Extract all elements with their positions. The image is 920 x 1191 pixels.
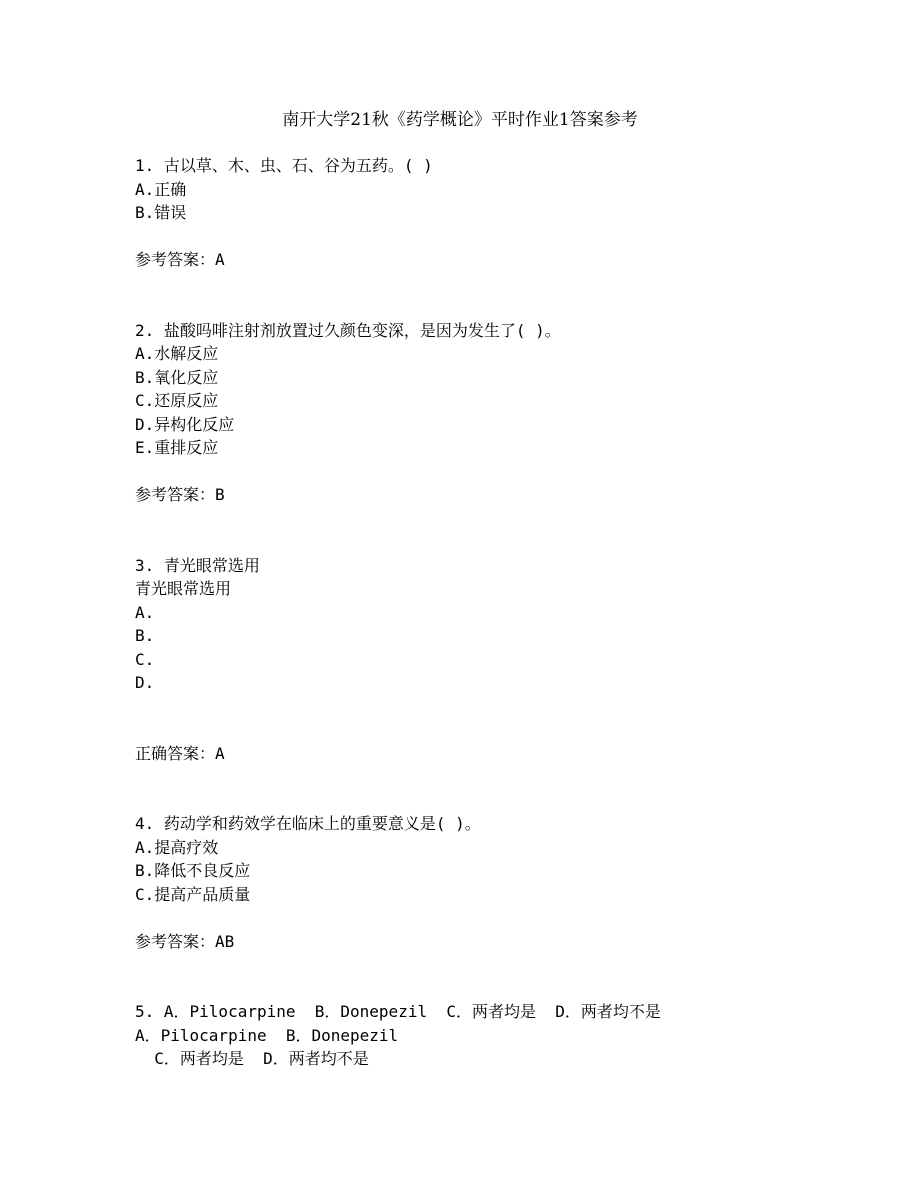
answer-line: 参考答案：AB — [135, 931, 235, 951]
question-list — [135, 154, 835, 1071]
option-b: B.错误 — [135, 203, 187, 222]
question-stem: 5. A．Pilocarpine B．Donepezil C．两者均是 D．两者均不是 — [135, 1002, 661, 1021]
question-stem: 1. 古以草、木、虫、石、谷为五药。( ) — [135, 156, 433, 175]
question-extra-text: 青光眼常选用 — [135, 579, 232, 598]
answer-line: 参考答案：B — [135, 485, 225, 504]
option-d: D.异构化反应 — [135, 414, 235, 434]
option-c: C. — [135, 649, 155, 669]
question-extra-text: A．Pilocarpine B．Donepezil — [135, 1025, 399, 1045]
option-a: A.水解反应 — [135, 344, 219, 363]
question-stem: 2. 盐酸吗啡注射剂放置过久颜色变深，是因为发生了( )。 — [135, 320, 561, 340]
question-1 — [135, 154, 835, 272]
option-c: C.提高产品质量 — [135, 884, 251, 904]
question-extra-text: C．两者均是 D．两者均不是 — [135, 1049, 369, 1068]
page-title: 南开大学21秋《药学概论》平时作业1答案参考 — [282, 110, 638, 130]
question-5 — [135, 1000, 835, 1071]
option-d: D. — [135, 673, 155, 692]
question-3 — [135, 554, 835, 766]
option-a: A.提高疗效 — [135, 837, 219, 857]
question-stem: 4. 药动学和药效学在临床上的重要意义是( )。 — [135, 814, 481, 833]
answer-line: 正确答案：A — [135, 743, 225, 763]
option-b: B.氧化反应 — [135, 367, 219, 387]
option-b: B.降低不良反应 — [135, 861, 251, 880]
option-e: E.重排反应 — [135, 438, 219, 457]
question-2 — [135, 319, 835, 507]
option-b: B. — [135, 626, 155, 645]
option-a: A.正确 — [135, 179, 187, 199]
question-stem: 3. 青光眼常选用 — [135, 555, 260, 575]
option-a: A. — [135, 602, 155, 622]
question-4 — [135, 812, 835, 953]
answer-line: 参考答案：A — [135, 250, 225, 269]
option-c: C.还原反应 — [135, 391, 219, 410]
